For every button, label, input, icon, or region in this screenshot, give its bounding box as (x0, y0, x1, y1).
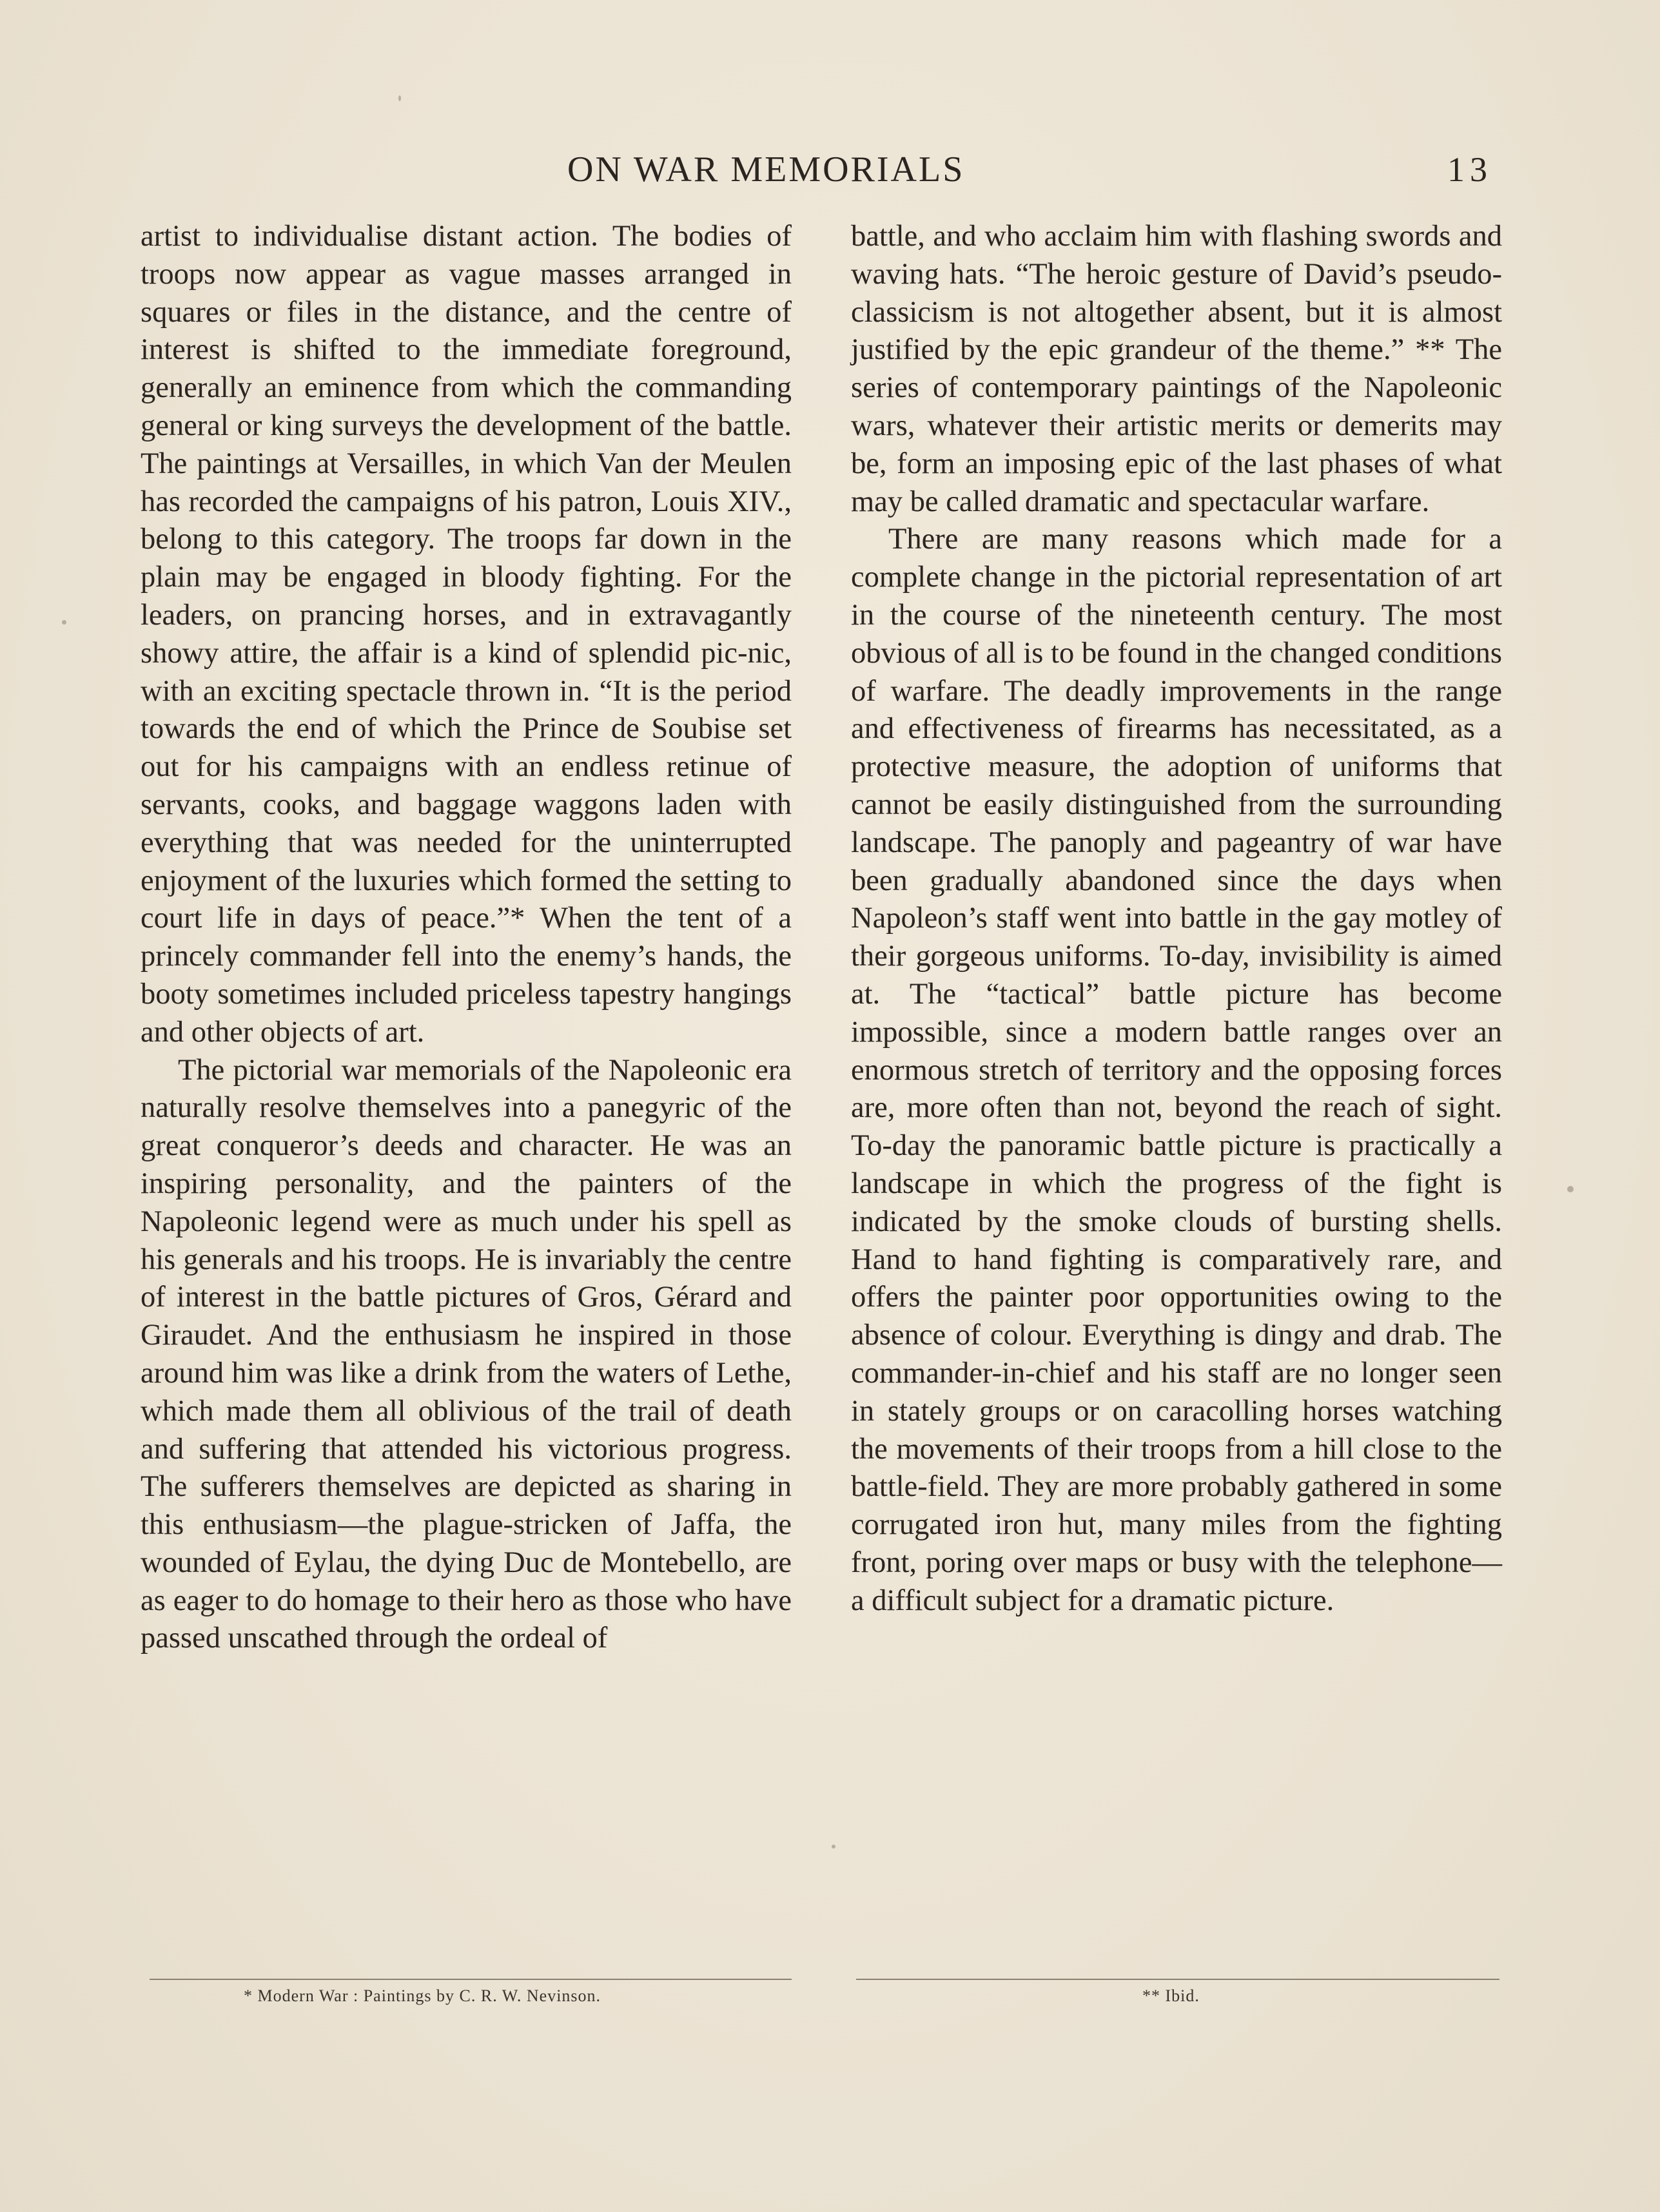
paper-speck (832, 1845, 835, 1848)
right-paragraph-1: battle, and who acclaim him with flashing swords and waving hats. “The heroic gesture of David’s pseudo-classicism is not altogether absent, but it is almost justified by the epic grandeur of the theme.” ** The series of contemporary paintings of the Napoleonic wars, whatever their artistic merits or demerits may be, form an imposing epic of the last phases of what may be called dramatic and spectacular warfare. (851, 220, 1502, 518)
running-head (0, 147, 1660, 192)
paper-speck (398, 95, 401, 101)
paper-speck (62, 620, 66, 625)
right-paragraph-2: There are many reasons which made for a complete change in the pictorial representation of art in the course of the nineteenth century. The most obvious of all is to be found in the changed conditions of warfare. The deadly improvements in the range and effectiveness of firearms has necessitated, as a protective measure, the adoption of uniforms that cannot be easily distinguished from the surrounding landscape. The panoply and pageantry of war have been gradually abandoned since the days when Napoleon’s staff went into battle in the gay motley of their gorgeous uniforms. To-day, invisibility is aimed at. The “tactical” battle picture has become impossible, since a modern battle ranges over an enormous stretch of territory and the opposing forces are, more often than not, beyond the reach of sight. To-day the panoramic battle picture is practically a landscape in which the progress of the fight is indicated by the smoke clouds of bursting shells. Hand to hand fighting is comparatively rare, and offers the painter poor opportunities owing to the absence of colour. Everything is dingy and drab. The commander-in-chief and his staff are no longer seen in stately groups or on caracolling horses watching the movements of their troops from a hill close to the battle-field. They are more probably gathered in some corrugated iron hut, many miles from the fighting front, poring over maps or busy with the telephone—a difficult subject for a dramatic picture. (851, 523, 1502, 1617)
left-paragraph-1: artist to individualise distant action. The bodies of troops now appear as vague masses arranged in squares or files in the distance, and the centre of interest is shifted to the immediate foreground, generally an eminence from which the commanding general or king surveys the development of the battle. The paintings at Versailles, in which Van der Meulen has recorded the campaigns of his patron, Louis XIV., belong to this category. The troops far down in the plain may be engaged in bloody fighting. For the leaders, on prancing horses, and in extravagantly showy attire, the affair is a kind of splendid pic-nic, with an exciting spectacle thrown in. “It is the period towards the end of which the Prince de Soubise set out for his campaigns with an endless retinue of servants, cooks, and baggage waggons laden with everything that was needed for the uninterrupted enjoyment of the luxuries which formed the setting to court life in days of peace.”* When the tent of a princely commander fell into the enemy’s hands, the booty sometimes included priceless tapestry hangings and other objects of art. (141, 220, 792, 1049)
footnote-rule-right (856, 1979, 1499, 1980)
running-title: ON WAR MEMORIALS (567, 150, 965, 189)
paper-speck (1567, 1186, 1574, 1192)
right-column (851, 218, 1502, 1620)
footnote-right: ** Ibid. (1142, 1986, 1200, 2005)
left-column (141, 218, 792, 1658)
page-number: 13 (1447, 150, 1492, 189)
left-paragraph-2: The pictorial war memorials of the Napoleonic era naturally resolve themselves into a panegyric of the great conqueror’s deeds and character. He was an inspiring personality, and the painters of the Napoleonic legend were as much under his spell as his generals and his troops. He is invariably the centre of interest in the battle pictures of Gros, Gérard and Giraudet. And the enthusiasm he inspired in those around him was like a drink from the waters of Lethe, which made them all oblivious of the trail of death and suffering that attended his victorious progress. The sufferers themselves are depicted as sharing in this enthusiasm—the plague-stricken of Jaffa, the wounded of Eylau, the dying Duc de Montebello, are as eager to do homage to their hero as those who have passed unscathed through the ordeal of (141, 1053, 792, 1655)
footnote-left: * Modern War : Paintings by C. R. W. Nevinson. (244, 1986, 601, 2005)
footnote-rule-left (150, 1979, 792, 1980)
